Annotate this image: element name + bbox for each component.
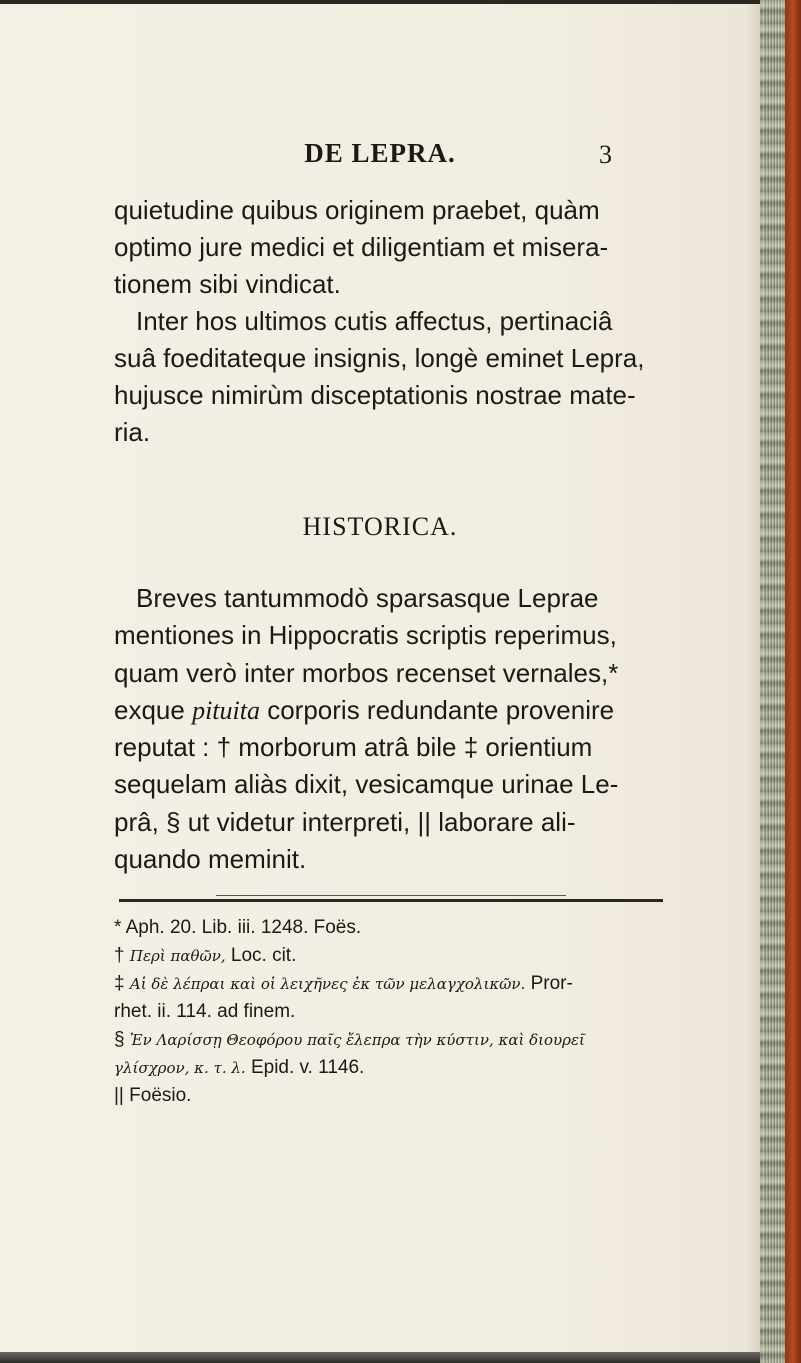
greek-text: Αἱ δὲ λέπραι καὶ οἱ λειχῆνες ἐκ τῶν μελαγχολικῶν. xyxy=(129,975,526,993)
footnote-mark: § xyxy=(114,1029,125,1050)
top-rule xyxy=(0,0,760,4)
footnote-text: rhet. ii. 114. ad finem. xyxy=(114,1001,296,1022)
footnote-2 xyxy=(114,942,674,970)
page-number: 3 xyxy=(599,140,612,169)
footnotes xyxy=(114,914,674,1110)
text-line: quietudine quibus originem praebet, quàm xyxy=(114,195,600,225)
text-line: suâ foeditateque insignis, longè eminet Lepra, xyxy=(114,343,645,373)
text-line: reputat : † morborum atrâ bile ‡ orientium xyxy=(114,732,593,763)
footnote-5 xyxy=(114,1082,674,1110)
paragraph-3 xyxy=(114,580,662,878)
footnote-text: Pror- xyxy=(530,973,573,994)
bottom-edge xyxy=(0,1352,760,1363)
body-text xyxy=(114,192,662,451)
body-text-historica xyxy=(114,580,662,878)
text-line: mentiones in Hippocratis scriptis reperimus, xyxy=(114,620,617,651)
text-line: Inter hos ultimos cutis affectus, pertinaciâ xyxy=(136,306,613,336)
book-cover-edge xyxy=(785,0,801,1363)
greek-text: Περὶ παθῶν, xyxy=(129,947,226,965)
footnote-3 xyxy=(114,970,674,1026)
text-line: prâ, § ut videtur interpreti, || laborare ali- xyxy=(114,806,576,837)
text-line: corporis redundante provenire xyxy=(267,694,615,725)
footnote-mark: ‡ xyxy=(114,973,125,994)
footnote-4 xyxy=(114,1026,674,1082)
footnote-text: || Foësio. xyxy=(114,1085,192,1106)
running-title: DE LEPRA. xyxy=(304,138,456,168)
italic-term: pituita xyxy=(192,695,260,725)
footnote-text: Loc. cit. xyxy=(230,945,297,966)
paragraph-2 xyxy=(114,303,662,451)
footnote-1 xyxy=(114,914,674,942)
text-line: Breves tantummodò sparsasque Leprae xyxy=(136,583,599,613)
running-head xyxy=(0,138,760,178)
text-line: tionem sibi vindicat. xyxy=(114,269,341,299)
text-line: quando meminit. xyxy=(114,844,307,875)
greek-text: Ἐν Λαρίσσῃ Θεοφόρου παῖς ἔλεπρα τὴν κύστιν, καὶ διουρεῖ xyxy=(129,1031,585,1049)
paragraph-1 xyxy=(114,192,662,303)
text-line: quam verò inter morbos recenset vernales,* xyxy=(114,657,619,688)
footnote-text: * Aph. 20. Lib. iii. 1248. Foës. xyxy=(114,917,362,938)
text-line: optimo jure medici et diligentiam et misera- xyxy=(114,232,609,262)
text-line: sequelam aliàs dixit, vesicamque urinae Le- xyxy=(114,769,619,800)
footnote-rule-thin xyxy=(216,895,566,896)
text-line: hujusce nimirùm disceptationis nostrae mate- xyxy=(114,380,636,410)
footnote-rule xyxy=(119,899,663,902)
greek-text: γλίσχρον, κ. τ. λ. xyxy=(114,1059,246,1077)
page-edge-stripes xyxy=(763,0,783,1363)
text-line: exque xyxy=(114,694,185,725)
footnote-text: Epid. v. 1146. xyxy=(250,1057,365,1078)
section-title: HISTORICA. xyxy=(302,512,458,541)
text-line: ria. xyxy=(114,417,151,447)
footnote-mark: † xyxy=(114,945,125,966)
